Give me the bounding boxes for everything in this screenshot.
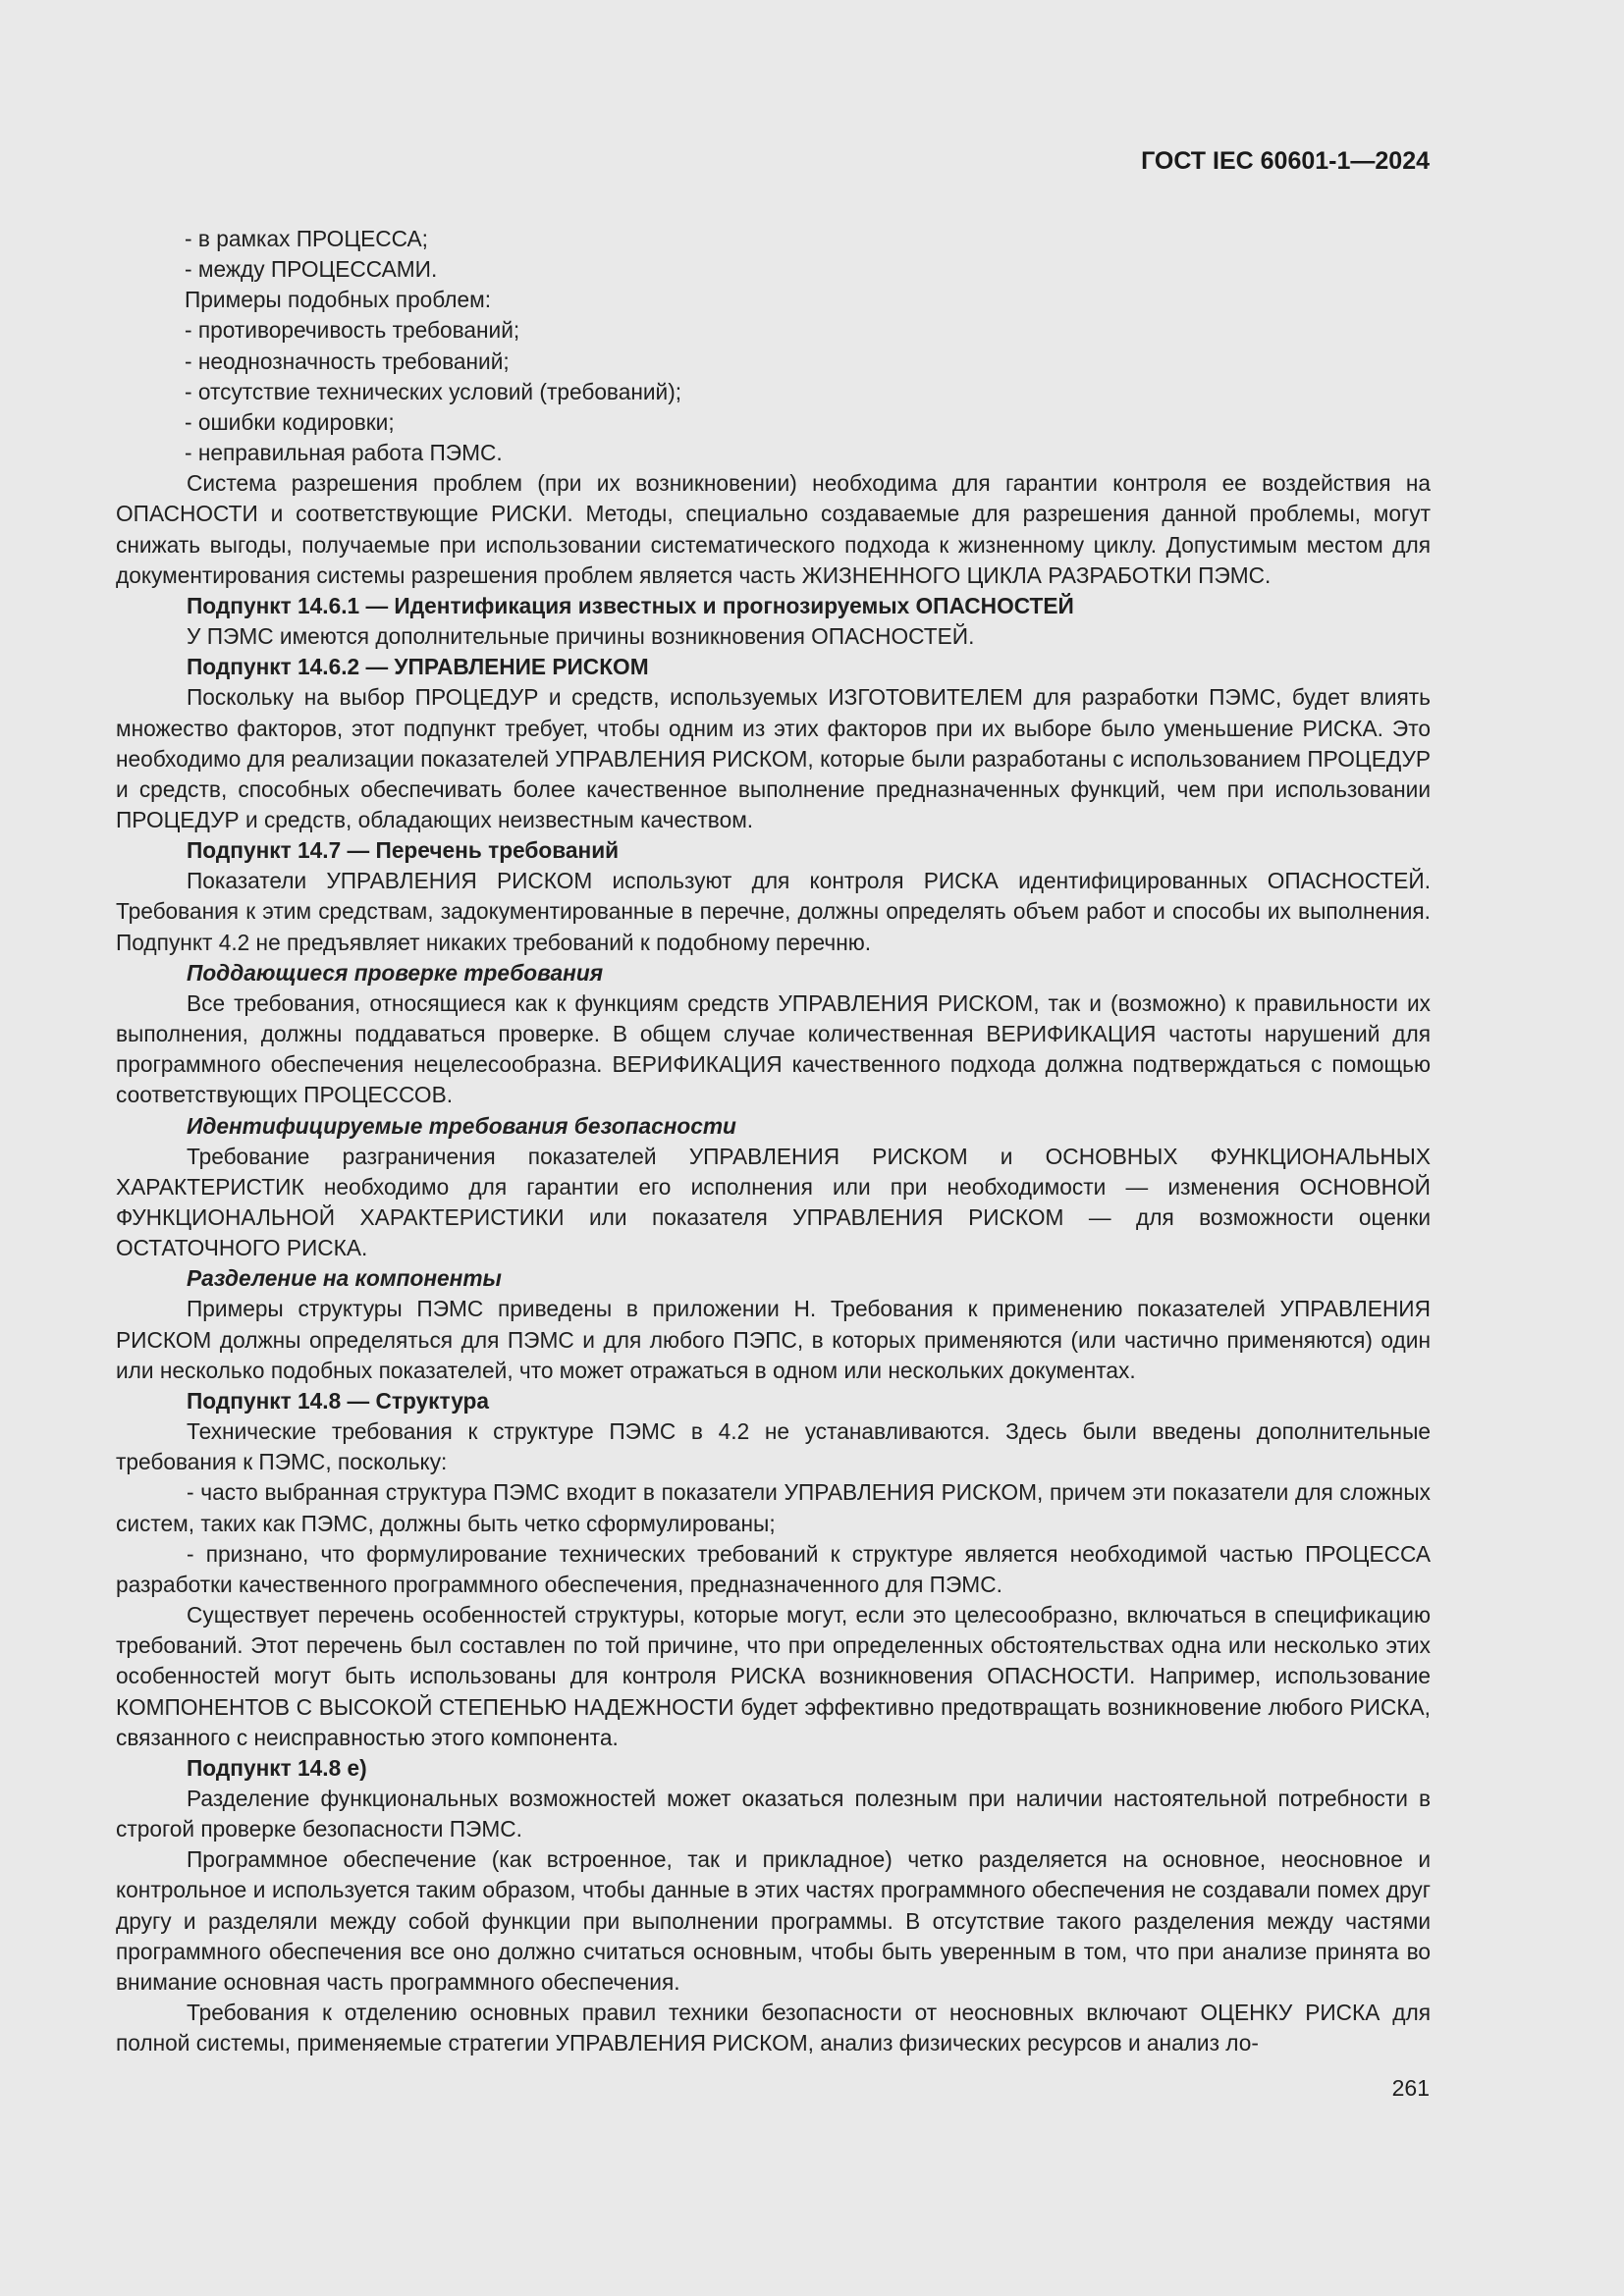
list-item: - часто выбранная структура ПЭМС входит в показатели УПРАВЛЕНИЯ РИСКОМ, причем эти показатели для сложных систем, таких как ПЭМС, должны быть четко сформулированы; [116,1479,1431,1536]
paragraph: Программное обеспечение (как встроенное, так и прикладное) четко разделяется на основное, неосновное и контрольное и используется таким образом, чтобы данные в этих частях программного обеспечения не создавали помех друг другу и разделяли между собой функции при выполнении программы. В отсутствие такого разделения между частями программного обеспечения все оно должно считаться основным, чтобы быть уверенным в том, что при анализе принята во внимание основная часть программного обеспечения. [116,1846,1431,1995]
subsection-heading: Поддающиеся проверке требования [187,959,604,986]
paragraph: Существует перечень особенностей структуры, которые могут, если это целесообразно, включаться в спецификацию требований. Этот перечень был составлен по той причине, что при определенных обстоятельствах одна или несколько этих особенностей могут быть использованы для контроля РИСКА возникновения ОПАСНОСТИ. Например, использование КОМПОНЕНТОВ С ВЫСОКОЙ СТЕПЕНЬЮ НАДЕЖНОСТИ будет эффективно предотвращать возникновение любого РИСКА, связанного с неисправностью этого компонента. [116,1602,1431,1750]
section-heading: Подпункт 14.8 — Структура [187,1387,490,1414]
list-item: - ошибки кодировки; [185,408,395,435]
section-heading: Подпункт 14.7 — Перечень требований [187,837,620,864]
paragraph: Разделение функциональных возможностей может оказаться полезным при наличии настоятельной потребности в строгой проверке безопасности ПЭМС. [116,1785,1431,1842]
list-item: - в рамках ПРОЦЕССА; [185,226,428,251]
list-item: - между ПРОЦЕССАМИ. [185,256,438,283]
paragraph: Технические требования к структуре ПЭМС в 4.2 не устанавливаются. Здесь были введены дополнительные требования к ПЭМС, поскольку: [116,1418,1431,1475]
subsection-heading: Идентифицируемые требования безопасности [187,1112,736,1139]
paragraph: У ПЭМС имеются дополнительные причины возникновения ОПАСНОСТЕЙ. [187,623,975,650]
section-heading: Подпункт 14.6.2 — УПРАВЛЕНИЕ РИСКОМ [187,654,649,680]
paragraph: Примеры структуры ПЭМС приведены в приложении Н. Требования к применению показателей УПРАВЛЕНИЯ РИСКОМ должны определяться для ПЭМС и для любого ПЭПС, в которых применяются (или частично применяются) один или несколько подобных показателей, что может отражаться в одном или нескольких документах. [116,1296,1431,1383]
section-heading: Подпункт 14.8 е) [187,1754,367,1781]
list-item: - противоречивость требований; [185,317,520,344]
paragraph: Примеры подобных проблем: [185,287,492,313]
list-item: - отсутствие технических условий (требований); [185,378,682,404]
paragraph: Показатели УПРАВЛЕНИЯ РИСКОМ используют для контроля РИСКА идентифицированных ОПАСНОСТЕЙ. Требования к этим средствам, задокументированные в перечне, должны определять объем работ и способы их выполнения. Подпункт 4.2 не предъявляет никаких требований к подобному перечню. [116,868,1431,955]
paragraph: Поскольку на выбор ПРОЦЕДУР и средств, используемых ИЗГОТОВИТЕЛЕМ для разработки ПЭМС, будет влиять множество факторов, этот подпункт требует, чтобы одним из этих факторов при их выборе было уменьшение РИСКА. Это необходимо для реализации показателей УПРАВЛЕНИЯ РИСКОМ, которые были разработаны с использованием ПРОЦЕДУР и средств, способных обеспечивать более качественное выполнение предназначенных функций, чем при использовании ПРОЦЕДУР и средств, обладающих неизвестным качеством. [116,684,1431,832]
list-item: - неправильная работа ПЭМС. [185,440,503,466]
paragraph: Все требования, относящиеся как к функциям средств УПРАВЛЕНИЯ РИСКОМ, так и (возможно) к правильности их выполнения, должны поддаваться проверке. В общем случае количественная ВЕРИФИКАЦИЯ частоты нарушений для программного обеспечения нецелесообразна. ВЕРИФИКАЦИЯ качественного подхода должна подтверждаться с помощью соответствующих ПРОЦЕССОВ. [116,989,1431,1108]
paragraph: Требование разграничения показателей УПРАВЛЕНИЯ РИСКОМ и ОСНОВНЫХ ФУНКЦИОНАЛЬНЫХ ХАРАКТЕРИСТИК необходимо для гарантии его исполнения или при необходимости — изменения ОСНОВНОЙ ФУНКЦИОНАЛЬНОЙ ХАРАКТЕРИСТИКИ или показателя УПРАВЛЕНИЯ РИСКОМ — для возможности оценки ОСТАТОЧНОГО РИСКА. [116,1143,1431,1261]
paragraph: Требования к отделению основных правил техники безопасности от неосновных включают ОЦЕНКУ РИСКА для полной системы, применяемые стратегии УПРАВЛЕНИЯ РИСКОМ, анализ физических ресурсов и анализ ло- [116,2000,1431,2056]
list-item: - неоднозначность требований; [185,347,510,374]
list-item: - признано, что формулирование технических требований к структуре является необходимой частью ПРОЦЕССА разработки качественного программного обеспечения, предназначенного для ПЭМС. [116,1540,1431,1597]
paragraph: Система разрешения проблем (при их возникновении) необходима для гарантии контроля ее воздействия на ОПАСНОСТИ и соответствующие РИСКИ. Методы, специально создаваемые для разрешения данной проблемы, могут снижать выгоды, получаемые при использовании систематического подхода к жизненному циклу. Допустимым местом для документирования системы разрешения проблем является часть ЖИЗНЕННОГО ЦИКЛА РАЗРАБОТКИ ПЭМС. [116,470,1431,588]
page-number: 261 [1391,2075,1430,2101]
subsection-heading: Разделение на компоненты [187,1265,502,1292]
document-body [116,224,1431,2058]
document-code-header: ГОСТ IEC 60601-1—2024 [1141,147,1430,175]
section-heading: Подпункт 14.6.1 — Идентификация известных и прогнозируемых ОПАСНОСТЕЙ [187,592,1074,618]
